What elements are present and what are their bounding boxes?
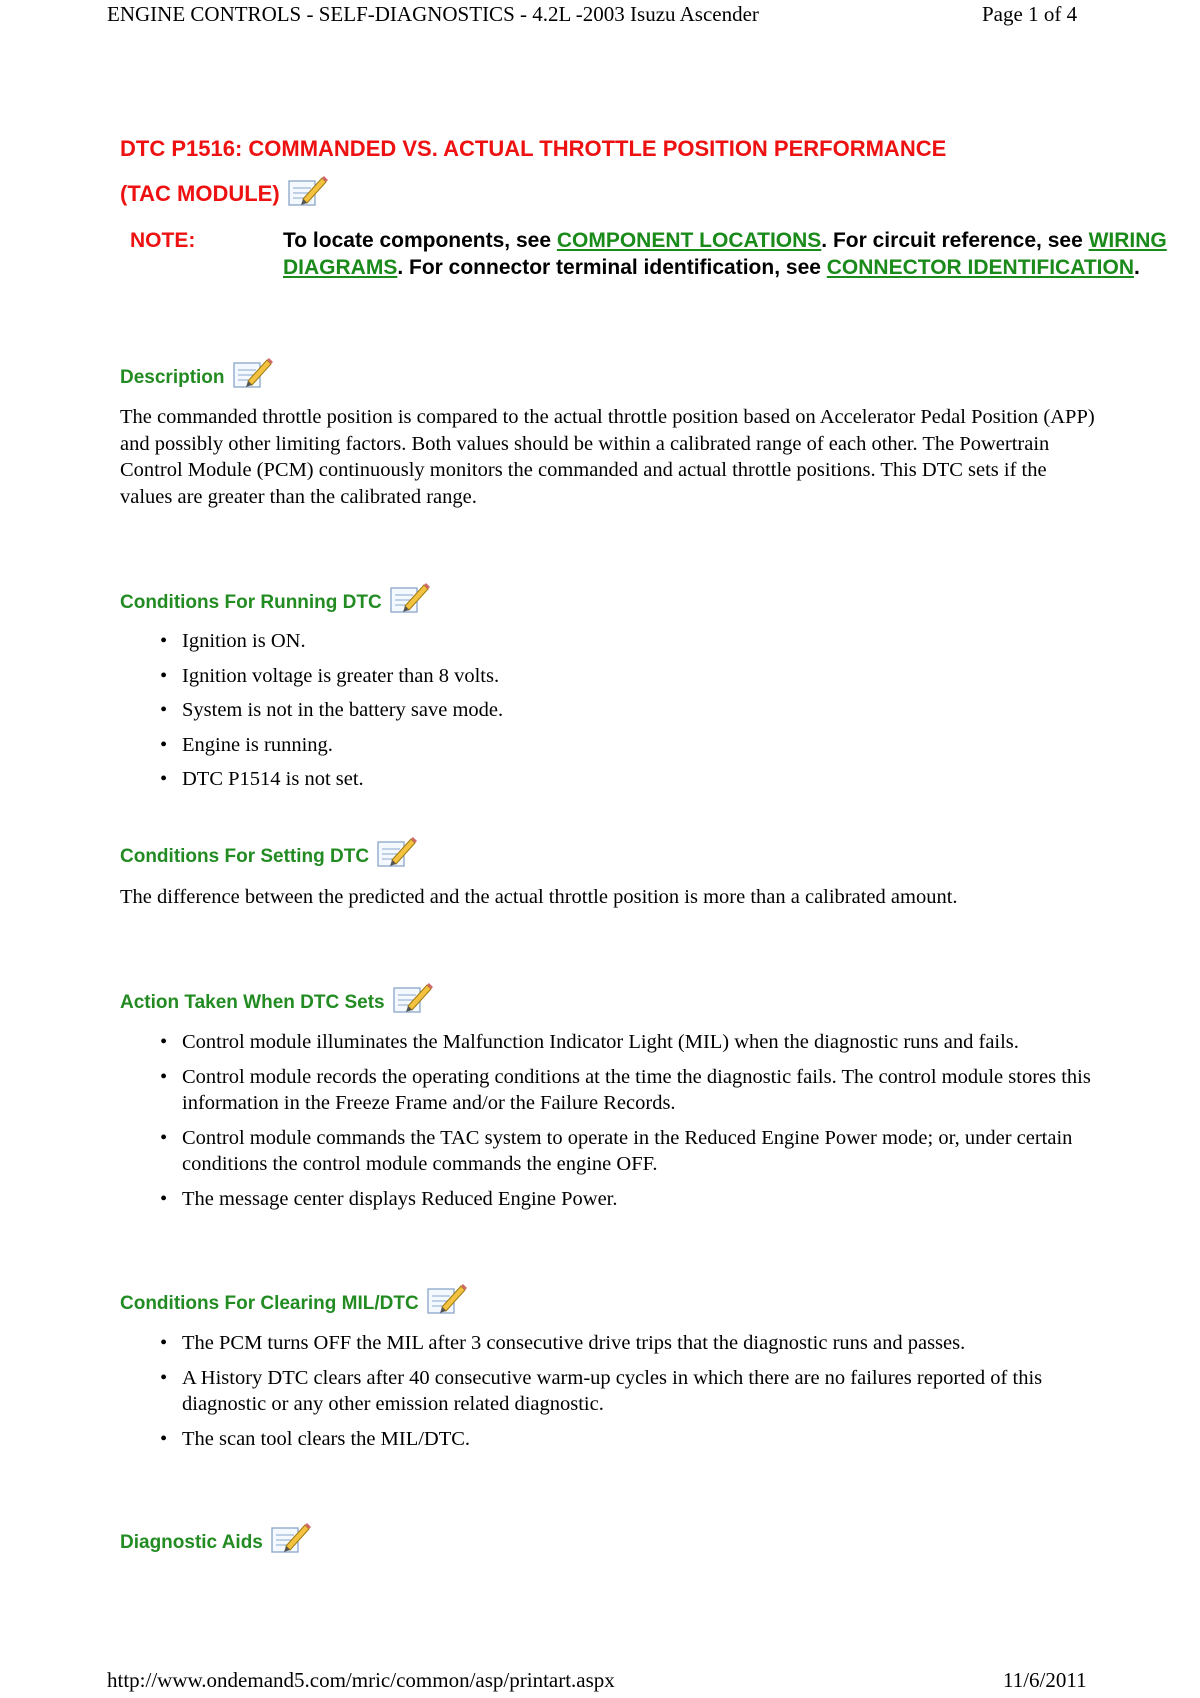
description-text: The commanded throttle position is compared to the actual throttle position based on Accelerator Pedal Position (APP) and possibly other limiting factors. Both values should be within a calibrated range of each other. The Powertrain Control Module (PCM) continuously monitors the commanded and actual throttle positions. This DTC sets if the values are greater than the calibrated range.: [120, 406, 1095, 508]
list-item: • The PCM turns OFF the MIL after 3 consecutive drive trips that the diagnostic runs and passes.: [120, 1330, 1110, 1357]
section-heading-label: Description: [120, 367, 225, 388]
list-item: • System is not in the battery save mode.: [120, 697, 1110, 724]
title-line-2: (TAC MODULE): [120, 181, 280, 206]
clearing-heading: [120, 1281, 467, 1317]
list-item: • Engine is running.: [120, 732, 1110, 759]
setting-text: The difference between the predicted and the actual throttle position is more than a calibrated amount.: [120, 886, 958, 908]
note-text: [283, 227, 1183, 281]
section-heading-label: Diagnostic Aids: [120, 1532, 263, 1553]
action-list: [120, 1029, 1110, 1220]
list-item: • Control module illuminates the Malfunction Indicator Light (MIL) when the diagnostic runs and fails.: [120, 1029, 1110, 1056]
section-heading-label: Conditions For Setting DTC: [120, 846, 370, 867]
edit-icon[interactable]: [286, 173, 328, 209]
list-item: • Ignition is ON.: [120, 628, 1110, 655]
setting-heading: [120, 834, 417, 870]
section-heading-label: Action Taken When DTC Sets: [120, 992, 385, 1013]
edit-icon[interactable]: [425, 1281, 467, 1317]
header-title: ENGINE CONTROLS - SELF-DIAGNOSTICS - 4.2L -2003 Isuzu Ascender: [107, 2, 759, 26]
clearing-list: [120, 1330, 1110, 1460]
connector-identification-link[interactable]: CONNECTOR IDENTIFICATION: [826, 256, 1134, 279]
component-locations-link[interactable]: COMPONENT LOCATIONS: [556, 229, 822, 252]
list-item: • The message center displays Reduced Engine Power.: [120, 1186, 1110, 1213]
note-text-part: . For connector terminal identification, see: [397, 256, 827, 279]
wiring-diagrams-link[interactable]: WIRING DIAGRAMS: [283, 229, 1167, 279]
note-label: NOTE:: [130, 229, 196, 252]
list-item: • The scan tool clears the MIL/DTC.: [120, 1426, 1110, 1453]
footer-date: 11/6/2011: [1003, 1668, 1087, 1692]
note-text-part: .: [1133, 256, 1140, 279]
diagnostic-aids-heading: [120, 1520, 311, 1556]
title-line-1: DTC P1516: COMMANDED VS. ACTUAL THROTTLE POSITION PERFORMANCE: [120, 136, 947, 161]
edit-icon[interactable]: [388, 580, 430, 616]
list-item: • DTC P1514 is not set.: [120, 766, 1110, 793]
list-item: • Control module records the operating conditions at the time the diagnostic fails. The control module stores this information in the Freeze Frame and/or the Failure Records.: [120, 1064, 1110, 1117]
edit-icon[interactable]: [375, 834, 417, 870]
edit-icon[interactable]: [269, 1520, 311, 1556]
edit-icon[interactable]: [231, 355, 273, 391]
description-heading: [120, 355, 273, 391]
list-item: • A History DTC clears after 40 consecutive warm-up cycles in which there are no failures reported of this diagnostic or any other emission related diagnostic.: [120, 1365, 1110, 1418]
note-text-part: To locate components, see: [283, 229, 557, 252]
edit-icon[interactable]: [391, 980, 433, 1016]
footer-url: http://www.ondemand5.com/mric/common/asp/printart.aspx: [107, 1668, 615, 1692]
running-conditions-list: [120, 628, 1110, 801]
list-item: • Ignition voltage is greater than 8 volts.: [120, 663, 1110, 690]
list-item: • Control module commands the TAC system to operate in the Reduced Engine Power mode; or, under certain conditions the control module commands the engine OFF.: [120, 1125, 1110, 1178]
header-page-number: Page 1 of 4: [982, 2, 1078, 26]
section-heading-label: Conditions For Running DTC: [120, 592, 382, 613]
action-heading: [120, 980, 433, 1016]
running-heading: [120, 580, 430, 616]
note-text-part: . For circuit reference, see: [821, 229, 1089, 252]
document-title: [120, 126, 1120, 216]
section-heading-label: Conditions For Clearing MIL/DTC: [120, 1293, 419, 1314]
